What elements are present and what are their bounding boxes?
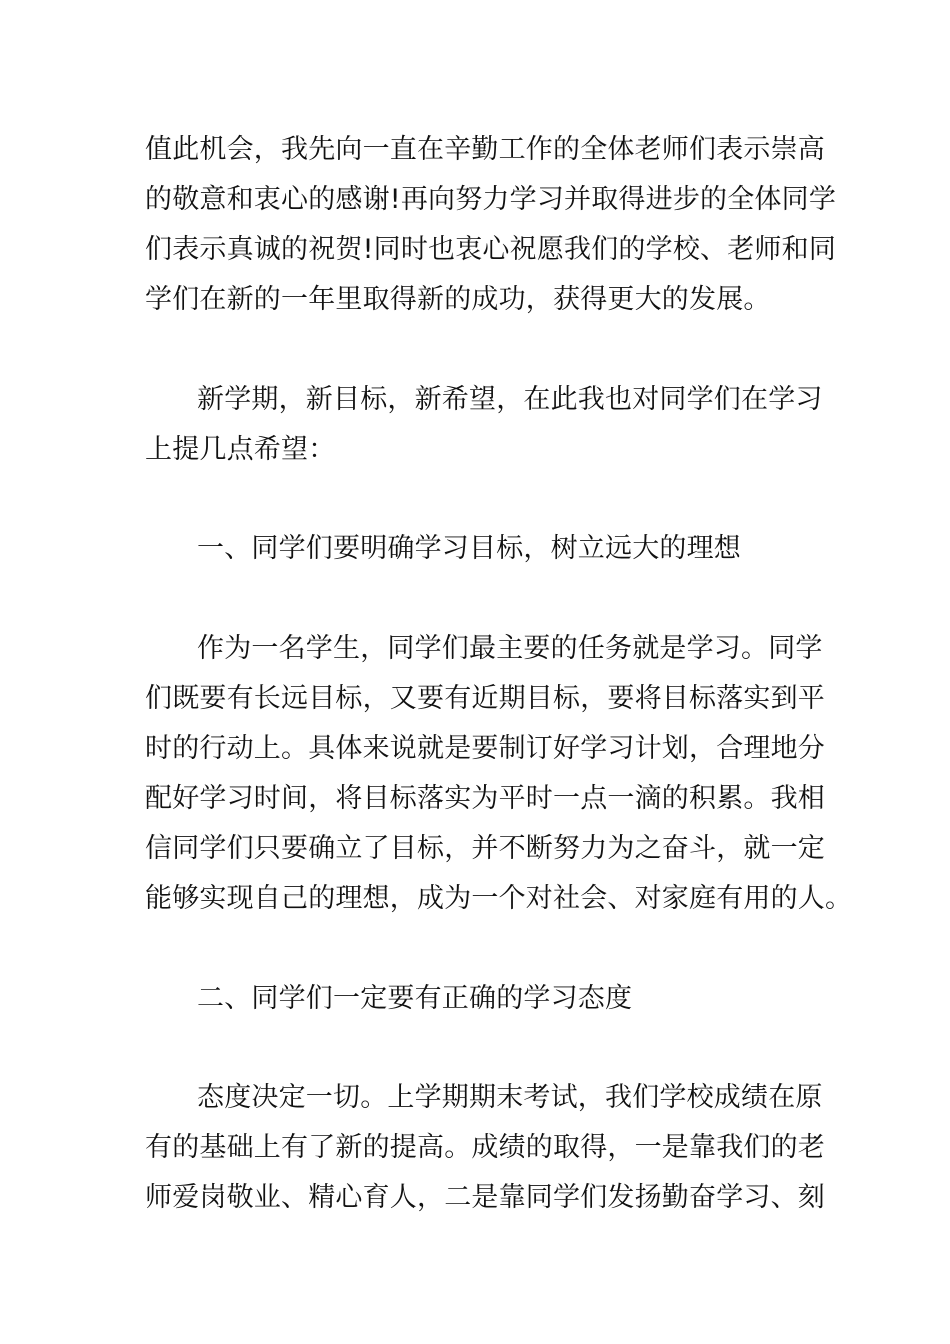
paragraph-4-line-3: 师爱岗敬业、精心育人，二是靠同学们发扬勤奋学习、刻 — [145, 1182, 825, 1213]
paragraph-3-line-1: 作为一名学生，同学们最主要的任务就是学习。同学 — [197, 633, 823, 664]
section-heading-2: 二、同学们一定要有正确的学习态度 — [197, 983, 633, 1014]
paragraph-1-line-3: 们表示真诚的祝贺!同时也衷心祝愿我们的学校、老师和同 — [145, 234, 837, 265]
paragraph-1-line-2: 的敬意和衷心的感谢!再向努力学习并取得进步的全体同学 — [145, 184, 837, 215]
paragraph-3-line-3: 时的行动上。具体来说就是要制订好学习计划，合理地分 — [145, 733, 825, 764]
paragraph-2-line-2: 上提几点希望： — [145, 434, 336, 465]
paragraph-3-line-6: 能够实现自己的理想，成为一个对社会、对家庭有用的人。 — [145, 883, 853, 914]
paragraph-3-line-2: 们既要有长远目标，又要有近期目标，要将目标落实到平 — [145, 683, 825, 714]
paragraph-3-line-4: 配好学习时间，将目标落实为平时一点一滴的积累。我相 — [145, 783, 825, 814]
paragraph-4-line-2: 有的基础上有了新的提高。成绩的取得，一是靠我们的老 — [145, 1132, 825, 1163]
paragraph-3-line-5: 信同学们只要确立了目标，并不断努力为之奋斗，就一定 — [145, 833, 825, 864]
paragraph-1-line-4: 学们在新的一年里取得新的成功，获得更大的发展。 — [145, 284, 771, 315]
section-heading-1: 一、同学们要明确学习目标，树立远大的理想 — [197, 533, 741, 564]
paragraph-1-line-1: 值此机会，我先向一直在辛勤工作的全体老师们表示崇高 — [145, 134, 825, 165]
paragraph-4-line-1: 态度决定一切。上学期期末考试，我们学校成绩在原 — [197, 1082, 823, 1113]
paragraph-2-line-1: 新学期，新目标，新希望，在此我也对同学们在学习 — [197, 384, 823, 415]
